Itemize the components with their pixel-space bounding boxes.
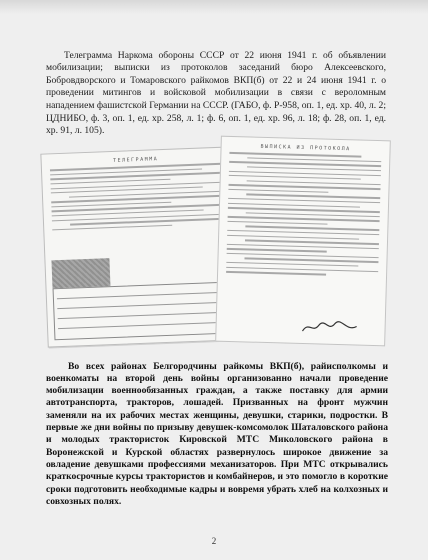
page-number: 2 [211, 536, 217, 546]
scan-edge [0, 0, 428, 14]
intro-caption: Телеграмма Наркома обороны СССР от 22 июня 1941 г. об объявлении мобилизации; выписки из протоколов заседаний бюро Алексеевского, Бобровдворского и Томаровского райкомов ВКП(б) от 22 и 24 июня 1941 г. о проведении митингов и войсковой мобилизации в связи с вероломным нападением фашистской Германии на СССР. (ГАБО, ф. Р-958, оп. 1, ед. хр. 40, л. 2; ЦДНИБО, ф. 3, оп. 1, ед. хр. 258, л. 1; ф. 6, оп. 1, ед. хр. 96, л. 18; ф. 28, оп. 1, ед. хр. 91, л. 105). [46, 49, 386, 137]
archival-facsimile [44, 138, 386, 345]
protocol-extract-image [215, 136, 391, 347]
telegram-form-box [53, 282, 225, 340]
telegram-stamp [51, 258, 110, 288]
handwritten-signature [300, 319, 360, 337]
main-body-text: Во всех районах Белгородчины райкомы ВКП(б), райисполкомы и военкоматы на второй день войны организованно начали проведение мобилизации военнообязанных граждан, а также поставку для армии автотранспорта, тракторов, лошадей. Призванных на фронт мужчин заменяли на их рабочих местах женщины, девушки, старики, подростки. В первые же дни войны по призыву девушек-комсомолок Шаталовского района и молодых трактористок Кировской МТС Миколовского района в Воронежской и Курской областях развернулось широкое движение за овладение девушками профессиями механизаторов. При МТС открывались краткосрочные курсы трактористов и комбайнеров, и это помогло в короткие сроки подготовить необходимые кадры и вовремя убрать хлеб на колхозных и совхозных полях. [46, 360, 388, 507]
telegram-title: ТЕЛЕГРАММА [112, 156, 159, 164]
protocol-title: ВЫПИСКА ИЗ ПРОТОКОЛА [260, 143, 351, 153]
telegram-document-image [40, 146, 237, 347]
